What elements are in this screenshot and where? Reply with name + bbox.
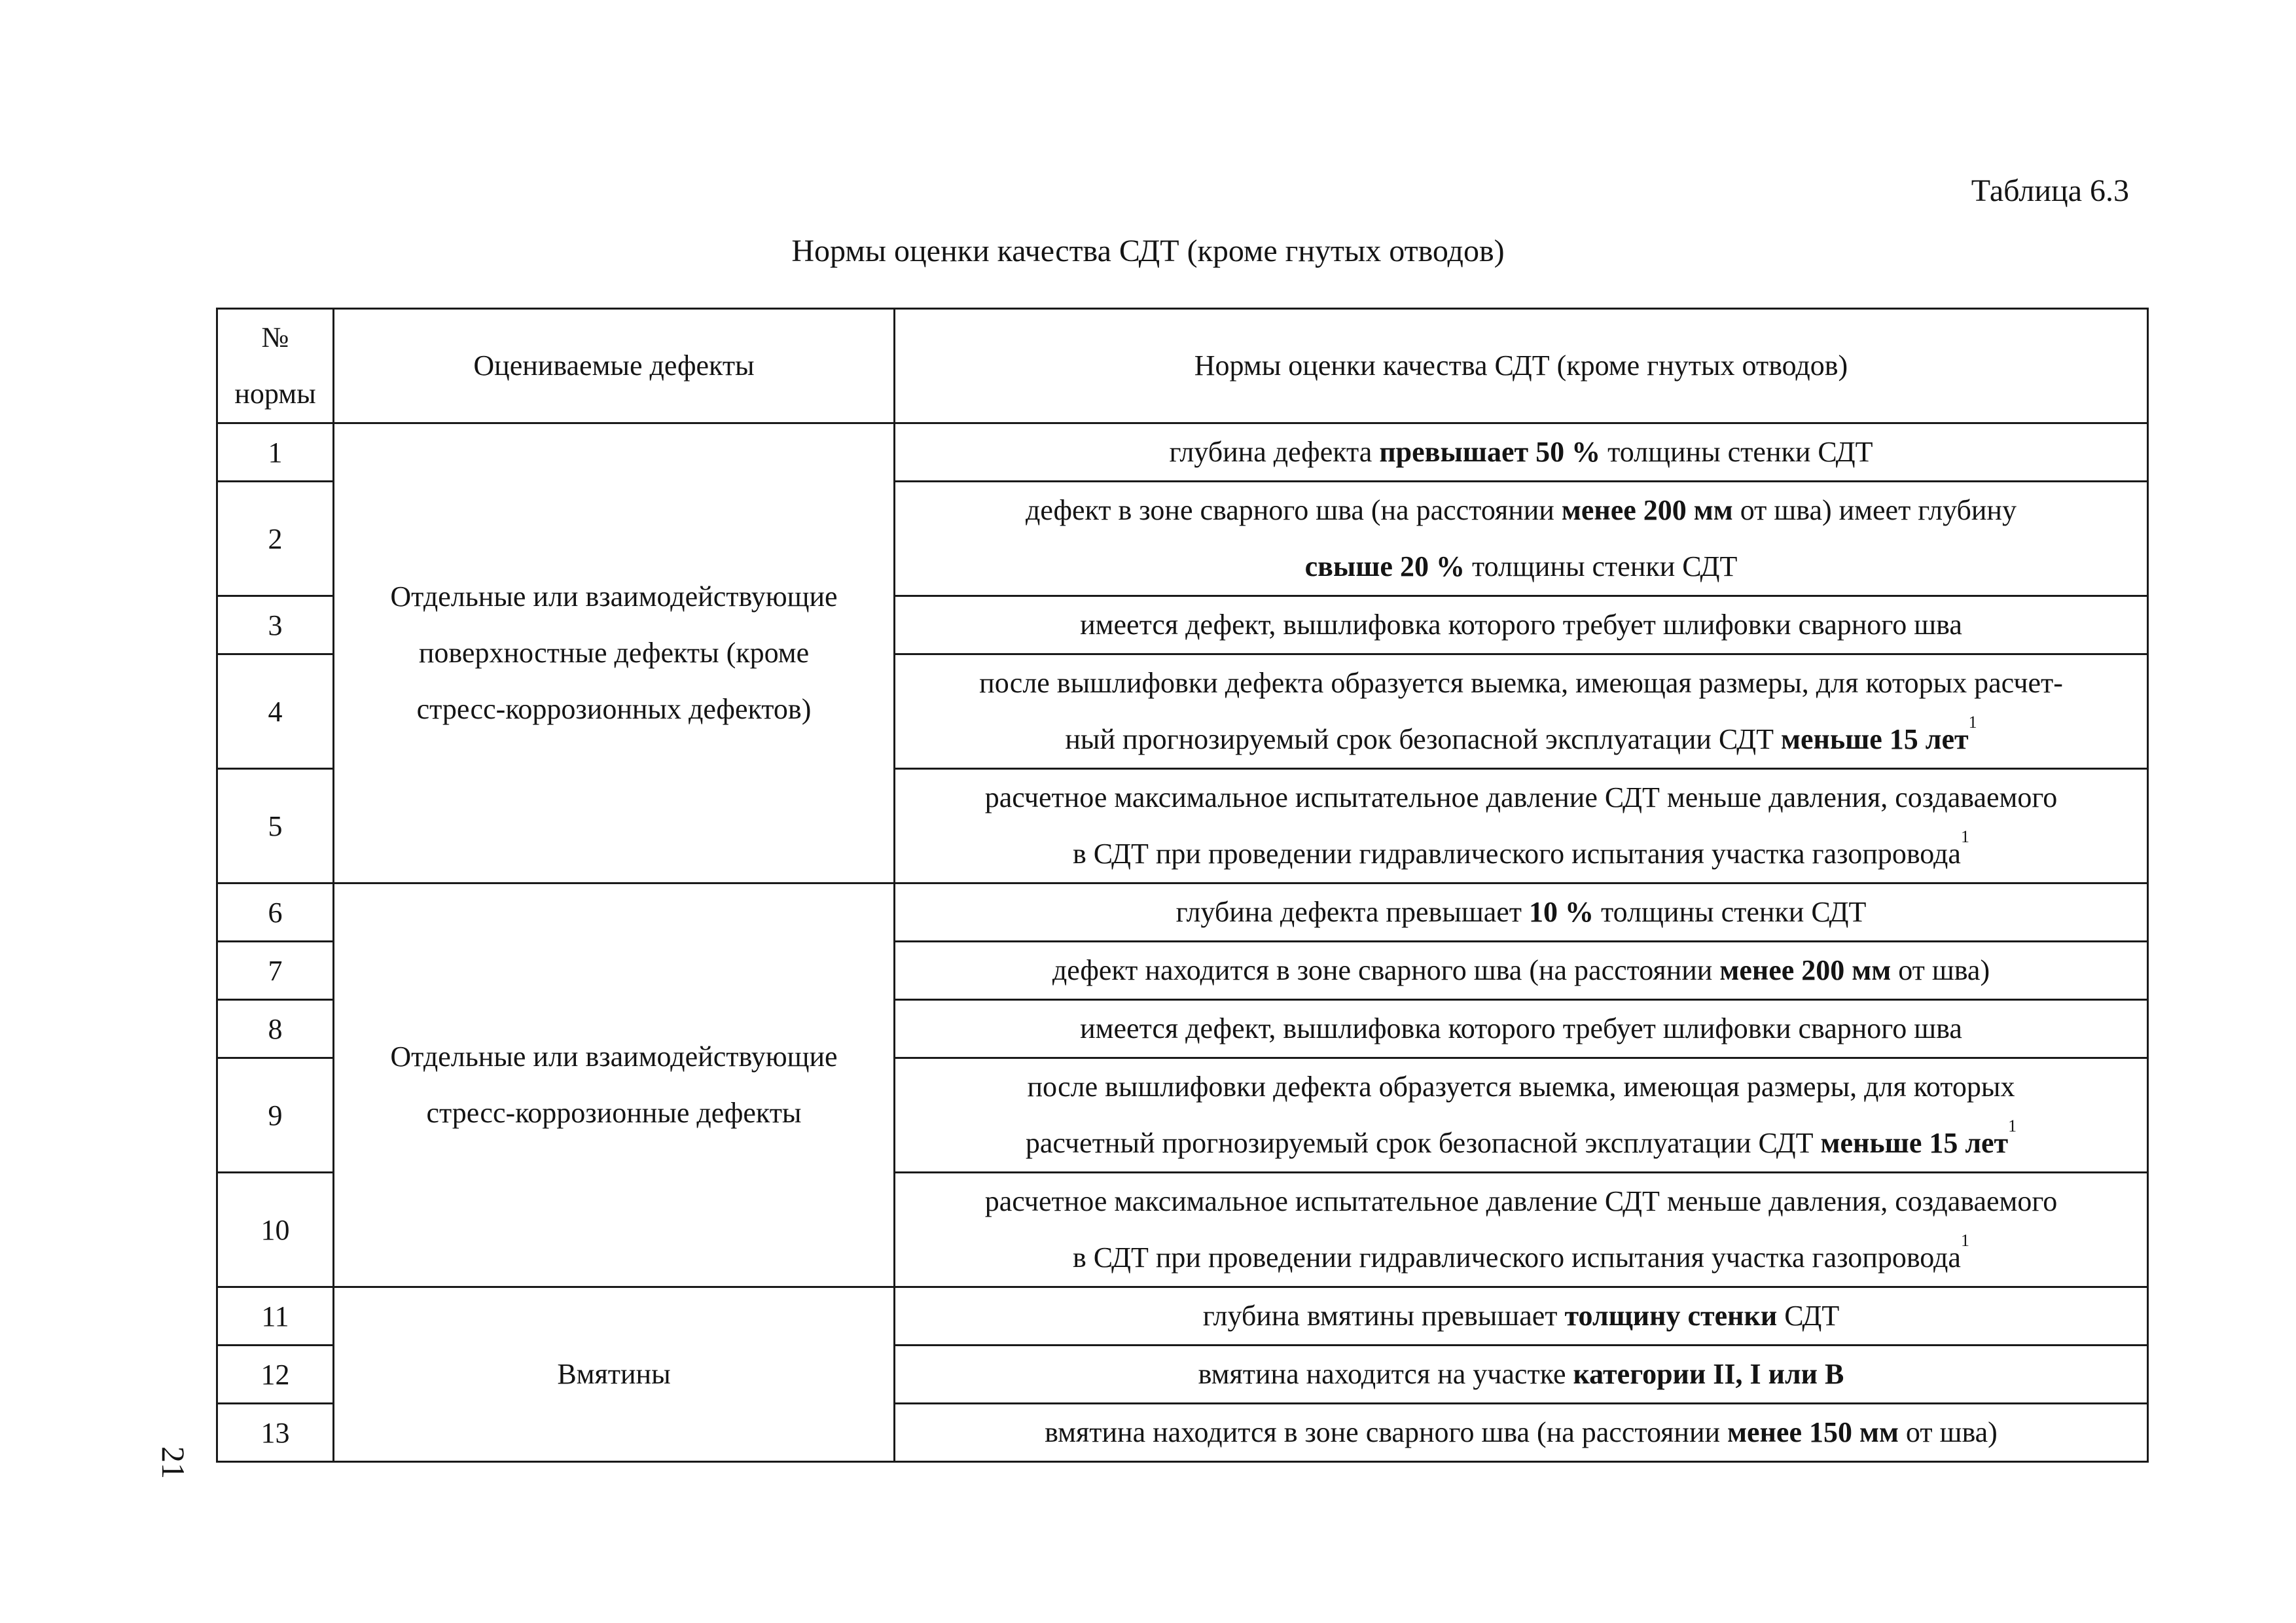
- norm-text: вмятина находится в зоне сварного шва (на расстоянии менее 150 мм от шва): [895, 1404, 2148, 1462]
- header-norms: Нормы оценки качества СДТ (кроме гнутых отводов): [895, 309, 2148, 423]
- norm-number: 5: [217, 769, 334, 883]
- norm-text: имеется дефект, вышлифовка которого требует шлифовки сварного шва: [895, 1000, 2148, 1058]
- norm-number: 2: [217, 482, 334, 596]
- norm-number: 11: [217, 1287, 334, 1346]
- defect-group-dents: Вмятины: [334, 1287, 895, 1462]
- table-row: [217, 883, 2148, 942]
- table-header-row: [217, 309, 2148, 423]
- page-number: 21: [155, 1446, 192, 1479]
- norm-number: 9: [217, 1058, 334, 1173]
- header-number: № нормы: [217, 309, 334, 423]
- table-row: [217, 423, 2148, 482]
- norms-table: [216, 308, 2149, 1463]
- norm-number: 4: [217, 654, 334, 769]
- norm-text: после вышлифовки дефекта образуется выемка, имеющая размеры, для которых расчетный прогнозируемый срок безопасной эксплуатации СДТ меньше 15 лет$^1$: [895, 1058, 2148, 1173]
- norm-text: глубина дефекта превышает 10 % толщины стенки СДТ: [895, 883, 2148, 942]
- norm-text: глубина дефекта превышает 50 % толщины стенки СДТ: [895, 423, 2148, 482]
- norm-text: после вышлифовки дефекта образуется выемка, имеющая размеры, для которых расчет- ный прогнозируемый срок безопасной эксплуатации СДТ меньше 15 лет$^1$: [895, 654, 2148, 769]
- norm-number: 1: [217, 423, 334, 482]
- norm-text: расчетное максимальное испытательное давление СДТ меньше давления, создаваемого в СДТ при проведении гидравлического испытания участка газопровода$^1$: [895, 1173, 2148, 1287]
- table-caption: Нормы оценки качества СДТ (кроме гнутых отводов): [791, 234, 1505, 268]
- norm-number: 13: [217, 1404, 334, 1462]
- table-label: Таблица 6.3: [1971, 173, 2129, 208]
- norm-text: вмятина находится на участке категории II, I или В: [895, 1346, 2148, 1404]
- norm-text: дефект в зоне сварного шва (на расстоянии менее 200 мм от шва) имеет глубину свыше 20 % толщины стенки СДТ: [895, 482, 2148, 596]
- norm-number: 7: [217, 942, 334, 1000]
- norm-number: 6: [217, 883, 334, 942]
- norm-text: глубина вмятины превышает толщину стенки СДТ: [895, 1287, 2148, 1346]
- norm-text: имеется дефект, вышлифовка которого требует шлифовки сварного шва: [895, 596, 2148, 654]
- norm-number: 12: [217, 1346, 334, 1404]
- table-row: [217, 1287, 2148, 1346]
- defect-group-surface: Отдельные или взаимодействующие поверхностные дефекты (кроме стресс-коррозионных дефектов): [334, 423, 895, 883]
- header-defects: Оцениваемые дефекты: [334, 309, 895, 423]
- norm-number: 3: [217, 596, 334, 654]
- defect-group-stress-corrosion: Отдельные или взаимодействующие стресс-коррозионные дефекты: [334, 883, 895, 1287]
- norm-text: расчетное максимальное испытательное давление СДТ меньше давления, создаваемого в СДТ при проведении гидравлического испытания участка газопровода$^1$: [895, 769, 2148, 883]
- norm-text: дефект находится в зоне сварного шва (на расстоянии менее 200 мм от шва): [895, 942, 2148, 1000]
- norm-number: 8: [217, 1000, 334, 1058]
- norm-number: 10: [217, 1173, 334, 1287]
